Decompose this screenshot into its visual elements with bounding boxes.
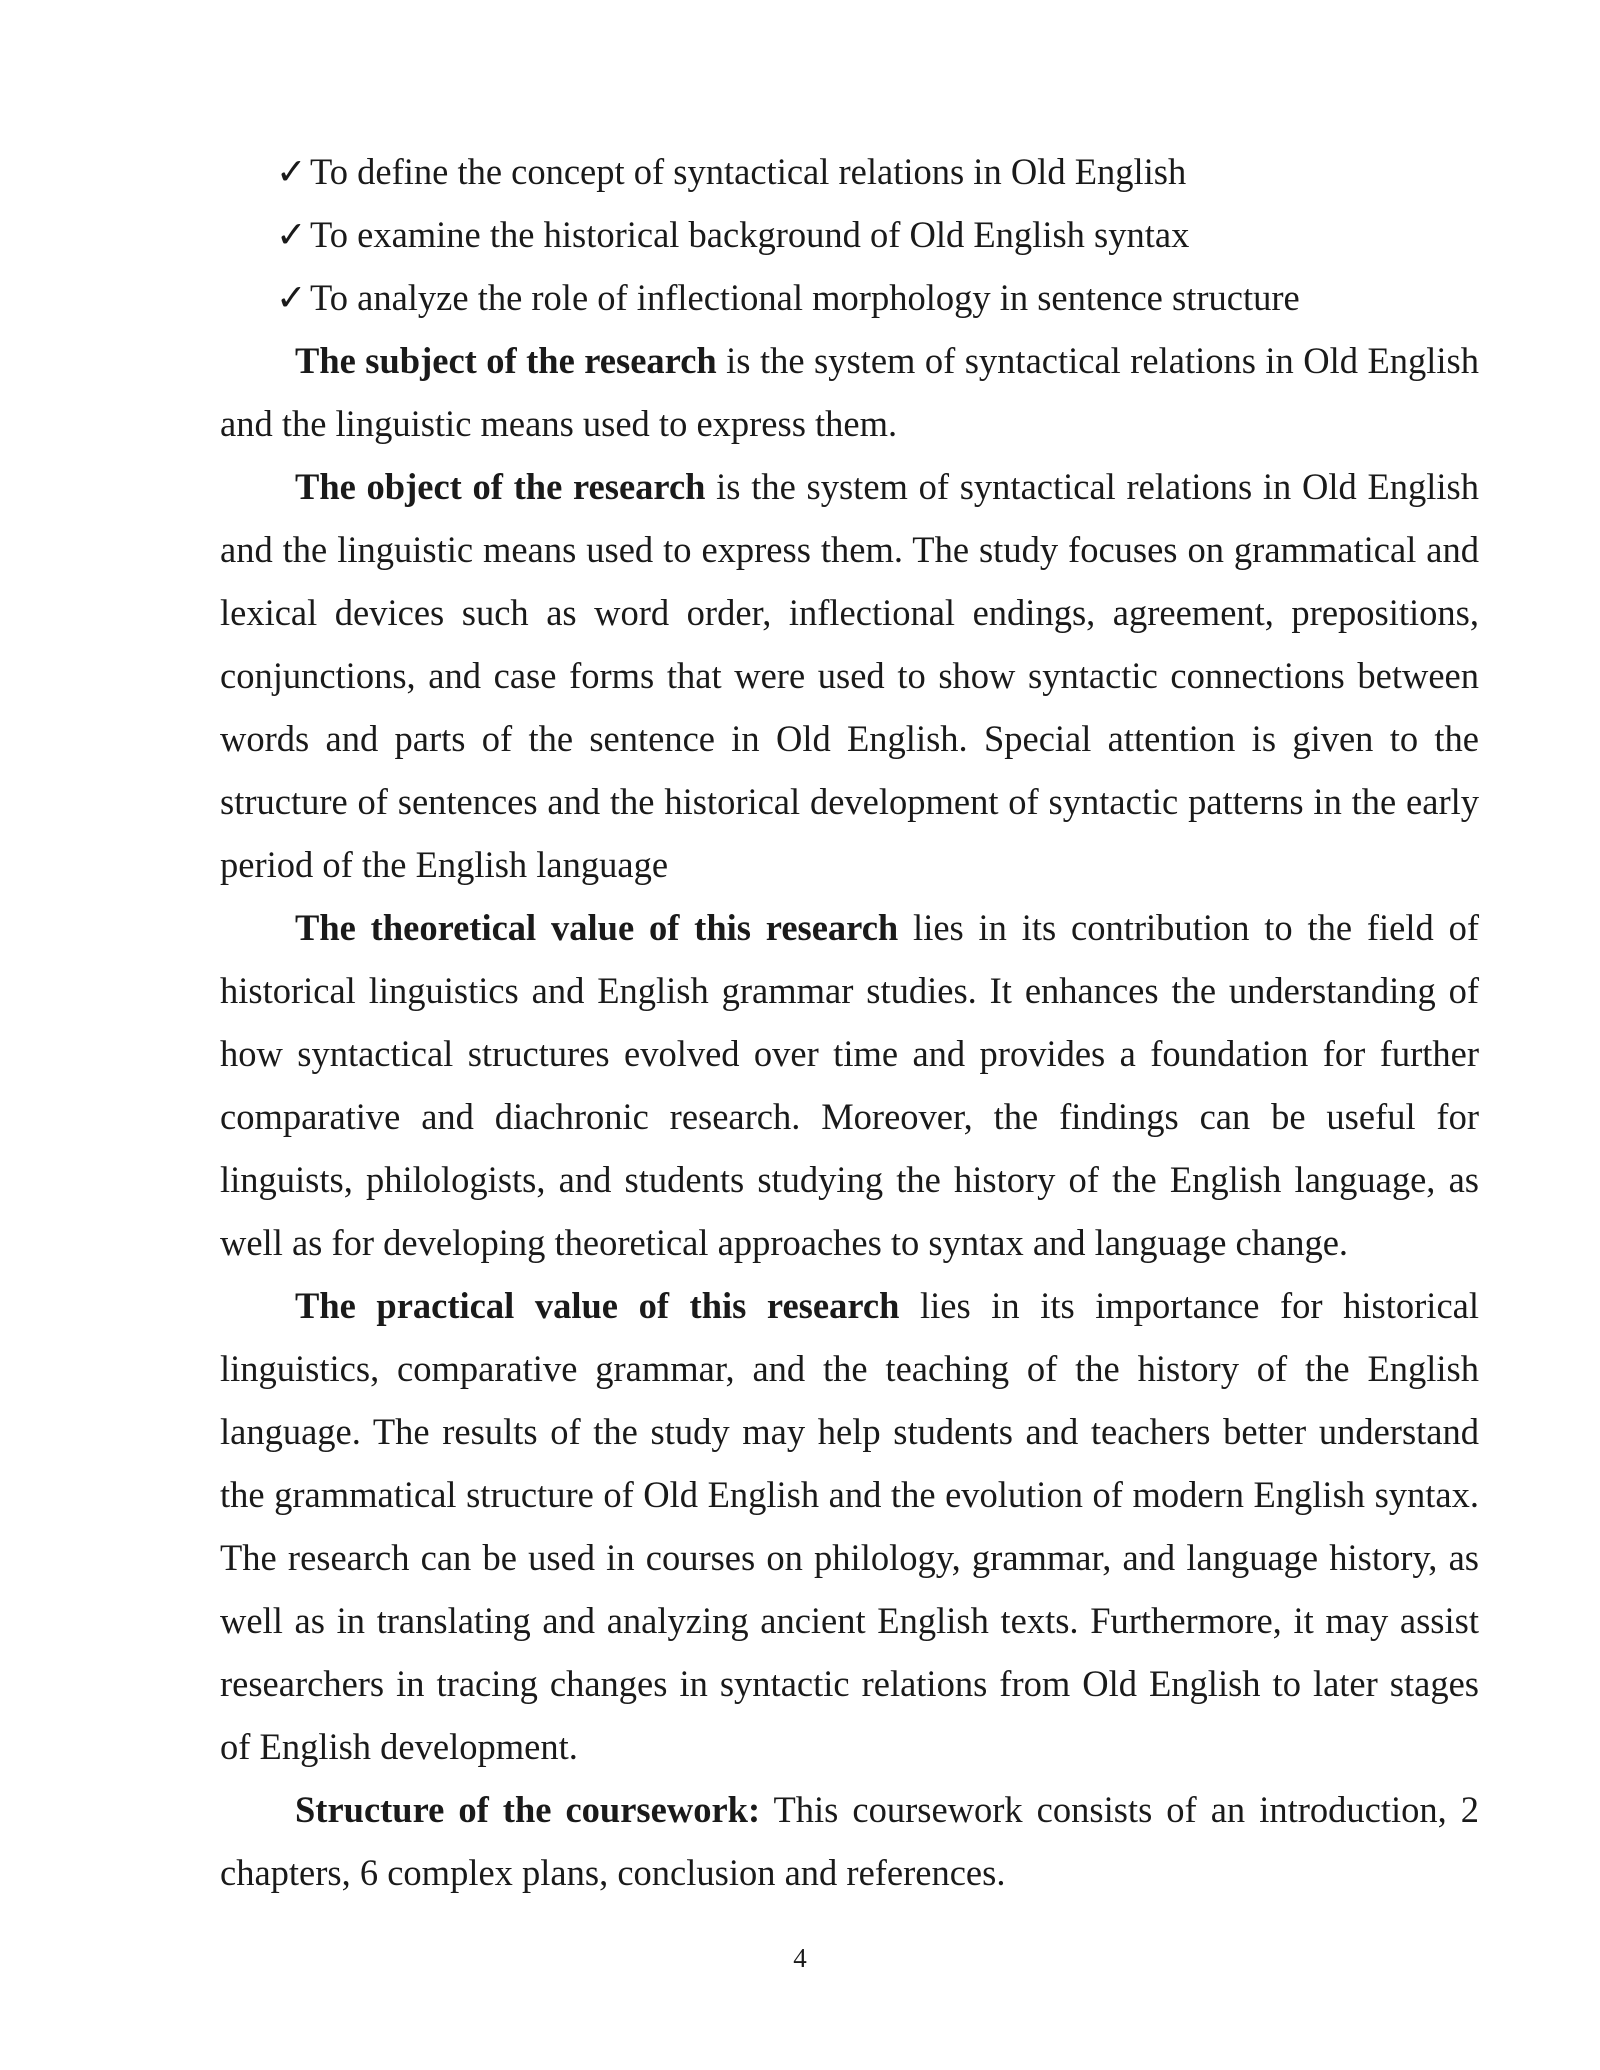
objective-item [276, 140, 1479, 203]
checkmark-icon: ✓ [276, 151, 307, 192]
checkmark-icon: ✓ [276, 277, 307, 318]
object-heading: The object of the research [295, 466, 706, 507]
structure-heading: Structure of the coursework: [295, 1789, 761, 1830]
theoretical-value-text: lies in its contribution to the field of historical linguistics and English grammar studies. It enhances the understanding of how syntactical structures evolved over time and provides a foundation for further comparative and diachronic research. Moreover, the findings can be useful for linguists, philologists, and students studying the history of the English language, as well as for developing theoretical approaches to syntax and language change. [220, 907, 1479, 1263]
objective-text: To analyze the role of inflectional morphology in sentence structure [310, 277, 1300, 318]
theoretical-value-heading: The theoretical value of this research [295, 907, 899, 948]
objective-item [276, 203, 1479, 266]
subject-heading: The subject of the research [295, 340, 717, 381]
object-text: is the system of syntactical relations in Old English and the linguistic means used to express them. The study focuses on grammatical and lexical devices such as word order, inflectional endings, agreement, prepositions, conjunctions, and case forms that were used to show syntactic connections between words and parts of the sentence in Old English. Special attention is given to the structure of sentences and the historical development of syntactic patterns in the early period of the English language [220, 466, 1479, 885]
page-number: 4 [793, 1943, 807, 1973]
objective-text: To define the concept of syntactical relations in Old English [310, 151, 1187, 192]
theoretical-value-paragraph [220, 896, 1479, 1274]
objective-text: To examine the historical background of Old English syntax [310, 214, 1190, 255]
practical-value-paragraph [220, 1274, 1479, 1778]
subject-text: is the system of syntactical relations in Old English and the linguistic means used to express them. [220, 340, 1479, 444]
practical-value-heading: The practical value of this research [295, 1285, 900, 1326]
checkmark-icon: ✓ [276, 214, 307, 255]
structure-text: This coursework consists of an introduction, 2 chapters, 6 complex plans, conclusion and references. [220, 1789, 1480, 1893]
page-content [220, 140, 1479, 1904]
object-paragraph [220, 455, 1479, 896]
structure-paragraph [220, 1778, 1479, 1904]
subject-paragraph [220, 329, 1479, 455]
objectives-list [220, 140, 1479, 329]
practical-value-text: lies in its importance for historical linguistics, comparative grammar, and the teaching of the history of the English language. The results of the study may help students and teachers better understand the grammatical structure of Old English and the evolution of modern English syntax. The research can be used in courses on philology, grammar, and language history, as well as in translating and analyzing ancient English texts. Furthermore, it may assist researchers in tracing changes in syntactic relations from Old English to later stages of English development. [220, 1285, 1479, 1767]
objective-item [276, 266, 1479, 329]
